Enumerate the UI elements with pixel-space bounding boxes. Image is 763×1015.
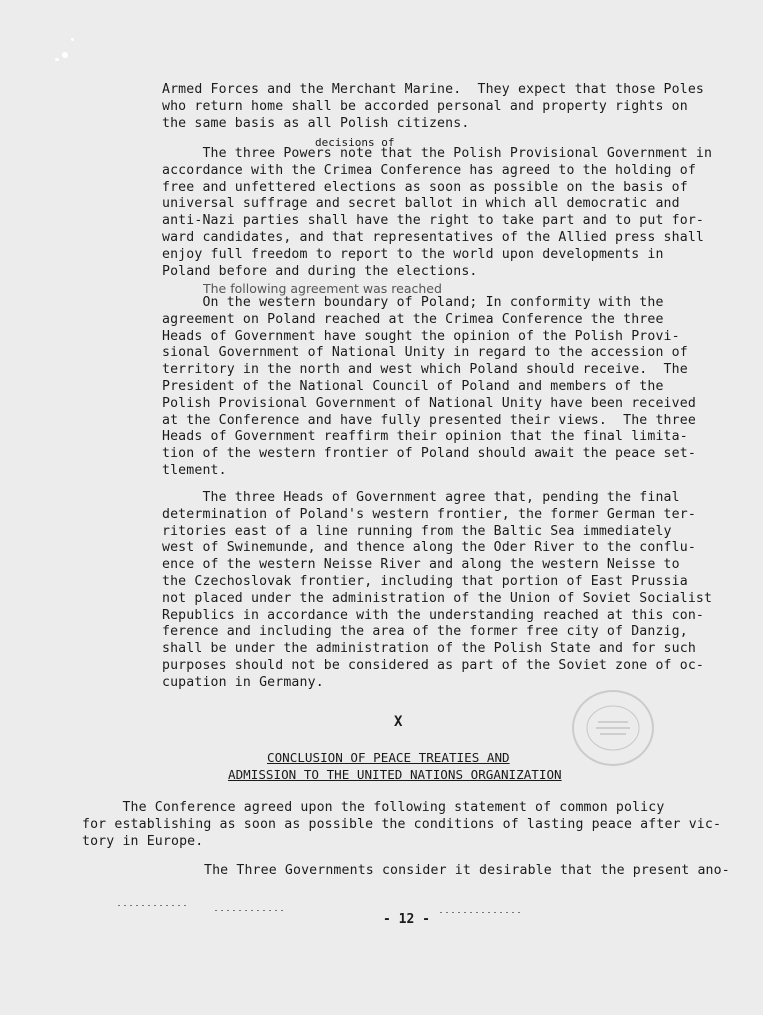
paragraph-three-governments: The Three Governments consider it desirable that the present ano- — [204, 863, 730, 878]
paragraph-conference-policy: The Conference agreed upon the following statement of common policy for establishing as soon as possible the conditions of lasting peace after vic- tory in Europe. — [82, 800, 722, 849]
section-heading-line-2: ADMISSION TO THE UNITED NATIONS ORGANIZATION — [228, 767, 562, 782]
scan-speck — [55, 58, 59, 61]
paragraph-elections: The three Powers note that the Polish Provisional Government in accordance with the Crimea Conference has agreed to the holding of free and unfettered elections as soon as possible on the basis of universal suffrage and secret ballot in which all democratic and anti-Nazi parties shall have the right to take part and to put for- ward candidates, and that representatives of the Allied press shall enjoy full freedom to report to the world upon developments in Poland before and during the elections. — [162, 146, 713, 279]
scan-speck — [62, 52, 68, 58]
stamp-graphic — [574, 692, 652, 764]
paragraph-administration: The three Heads of Government agree that, pending the final determination of Poland's western frontier, the former German ter- ritories east of a line running from the Baltic Sea immediately west of Swinemunde, and thence along the Oder River to the conflu- ence of the western Neisse River and along the western Neisse to the Czechoslovak frontier, including that portion of East Prussia not placed under the administration of the Union of Soviet Socialist Republics in accordance with the understanding reached at this con- ference and including the area of the former free city of Danzig, shall be under the administration of the Polish State and for such purposes should not be considered as part of the Soviet zone of oc- cupation in Germany. — [162, 490, 713, 690]
paragraph-armed-forces: Armed Forces and the Merchant Marine. They expect that those Poles who return home shall be accorded personal and property rights on the same basis as all Polish citizens. — [162, 82, 704, 131]
archive-stamp — [572, 690, 654, 766]
paragraph-western-boundary: On the western boundary of Poland; In conformity with the agreement on Poland reached at the Crimea Conference the three Heads of Government have sought the opinion of the Polish Provi- sional Government of National Unity in regard to the accession of territory in the north and west which Poland should receive. The President of the National Council of Poland and members of the Polish Provisional Government of National Unity have been received at the Conference and have fully presented their views. The three Heads of Government reaffirm their opinion that the final limita- tion of the western frontier of Poland should await the peace set- tlement. — [162, 295, 696, 478]
section-number: X — [394, 714, 403, 730]
agreement-note: The following agreement was reached — [203, 281, 442, 296]
scan-speck — [71, 38, 74, 41]
page-number: - 12 - — [383, 912, 430, 927]
section-heading-line-1: CONCLUSION OF PEACE TREATIES AND — [267, 750, 510, 765]
scan-marks — [118, 905, 188, 906]
scan-marks — [215, 910, 285, 911]
interlinear-insertion: decisions of — [315, 136, 395, 149]
scan-marks — [440, 912, 520, 913]
